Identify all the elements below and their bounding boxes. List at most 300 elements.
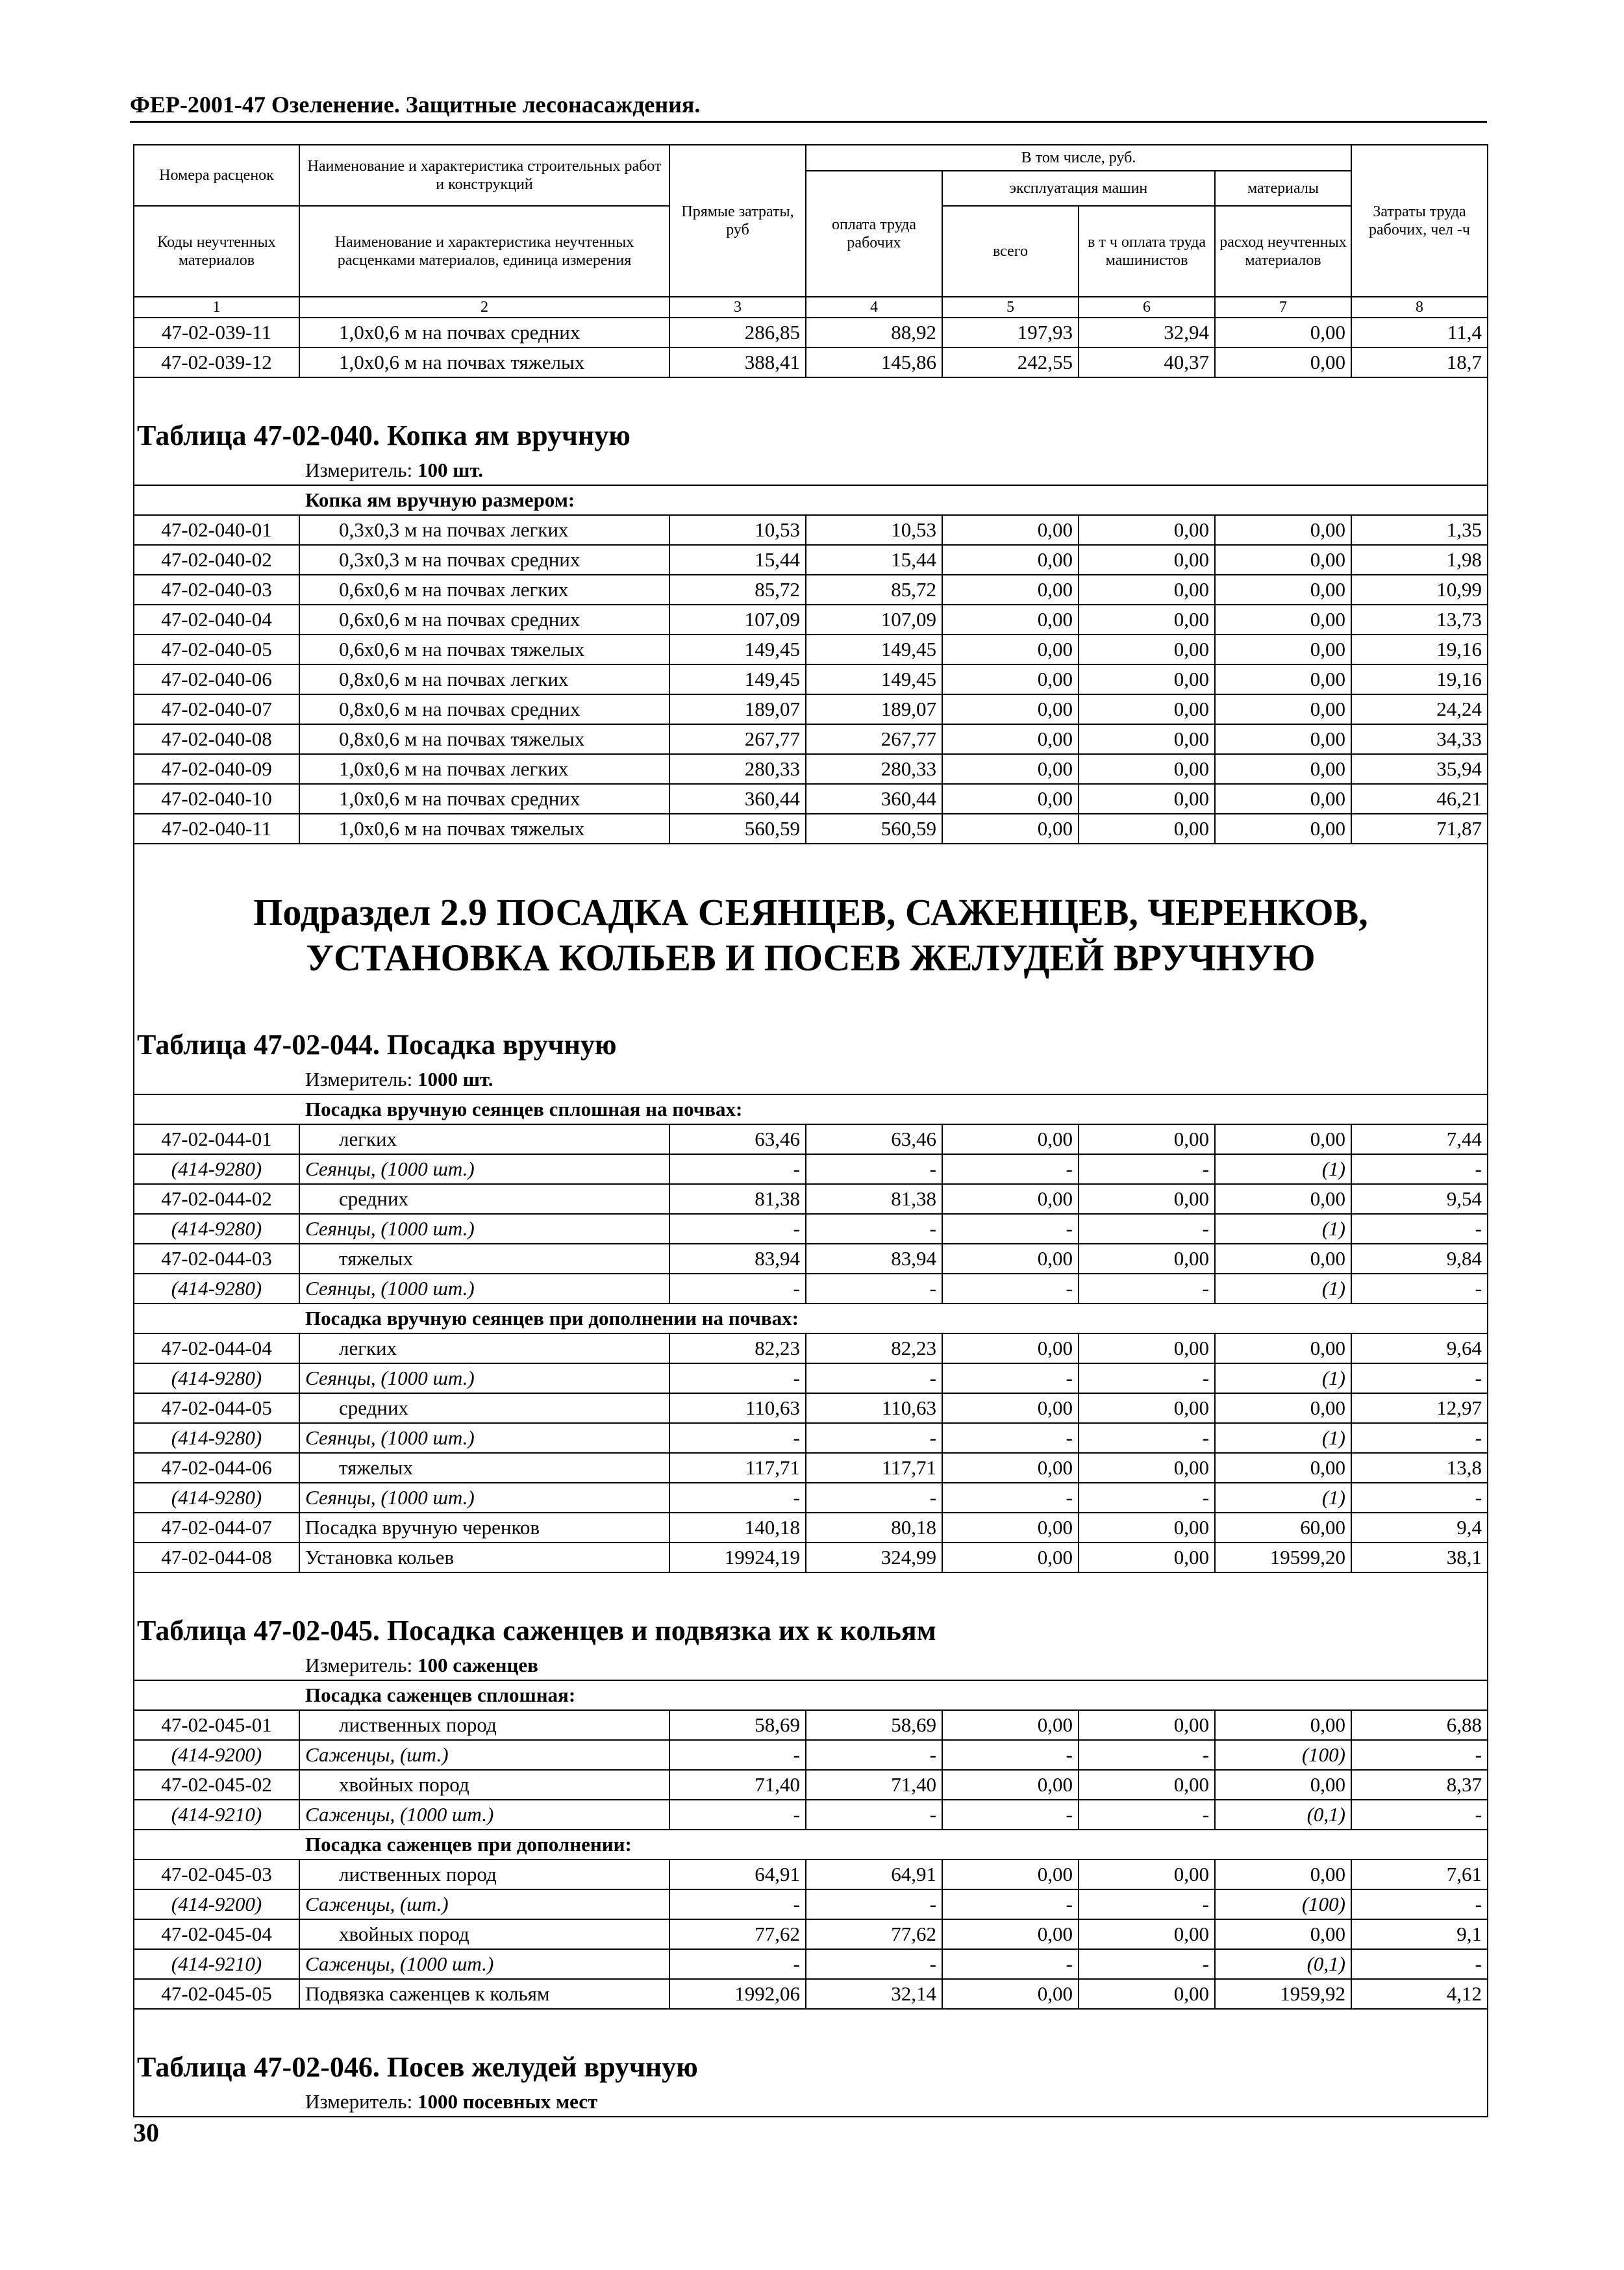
value-cell: - — [942, 1740, 1079, 1770]
page-number: 30 — [133, 2118, 159, 2147]
value-cell: 1992,06 — [669, 1979, 806, 2009]
rate-code: 47-02-045-05 — [134, 1979, 299, 2009]
col-machines-pay: в т ч оплата труда машинистов — [1079, 206, 1215, 297]
value-cell: - — [942, 1889, 1079, 1919]
rate-code: 47-02-040-06 — [134, 664, 299, 694]
section-title-line2: УСТАНОВКА КОЛЬЕВ И ПОСЕВ ЖЕЛУДЕЙ ВРУЧНУЮ — [306, 937, 1316, 979]
value-cell: 0,00 — [1215, 1184, 1351, 1214]
value-cell: 0,00 — [1215, 1393, 1351, 1423]
column-number: 6 — [1079, 297, 1215, 318]
value-cell: - — [1079, 1483, 1215, 1513]
value-cell: 145,86 — [806, 347, 942, 377]
measure-label: Измеритель: — [305, 2090, 418, 2113]
table-row — [134, 694, 1488, 724]
value-cell: 1,35 — [1351, 515, 1488, 545]
table-row — [134, 575, 1488, 605]
rate-code: 47-02-040-04 — [134, 605, 299, 635]
work-name: 1,0x0,6 м на почвах средних — [299, 784, 669, 814]
value-cell: 8,37 — [1351, 1770, 1488, 1800]
work-name: Подвязка саженцев к кольям — [299, 1979, 669, 2009]
value-cell: 388,41 — [669, 347, 806, 377]
work-name: 0,6x0,6 м на почвах тяжелых — [299, 635, 669, 664]
value-cell: - — [1351, 1423, 1488, 1453]
value-cell: 280,33 — [669, 754, 806, 784]
value-cell: 63,46 — [669, 1124, 806, 1154]
work-name: Установка кольев — [299, 1543, 669, 1572]
value-cell: 0,00 — [1079, 605, 1215, 635]
value-cell: 0,00 — [942, 1919, 1079, 1949]
value-cell: - — [1079, 1274, 1215, 1304]
value-cell: 11,4 — [1351, 318, 1488, 347]
value-cell: 0,00 — [1079, 1453, 1215, 1483]
material-code: (414-9210) — [134, 1949, 299, 1979]
subheading-row — [134, 1094, 1488, 1124]
column-number: 5 — [942, 297, 1079, 318]
value-cell: 107,09 — [669, 605, 806, 635]
work-name: 0,3x0,3 м на почвах средних — [299, 545, 669, 575]
col-direct: Прямые затраты, руб — [669, 145, 806, 297]
column-number: 8 — [1351, 297, 1488, 318]
table-title: Таблица 47-02-040. Копка ям вручную — [134, 377, 1488, 456]
work-name: лиственных пород — [299, 1860, 669, 1889]
material-row — [134, 1154, 1488, 1184]
material-row — [134, 1889, 1488, 1919]
value-cell: 117,71 — [669, 1453, 806, 1483]
material-name: Сеянцы, (1000 шт.) — [299, 1483, 669, 1513]
value-cell: - — [942, 1154, 1079, 1184]
subheading — [134, 1094, 1488, 1124]
rate-code: 47-02-045-04 — [134, 1919, 299, 1949]
value-cell: 0,00 — [942, 1124, 1079, 1154]
measure-row — [134, 1651, 1488, 1680]
value-cell: 0,00 — [942, 1710, 1079, 1740]
value-cell: - — [1079, 1363, 1215, 1393]
section-title-line1: Подраздел 2.9 ПОСАДКА СЕЯНЦЕВ, САЖЕНЦЕВ, ЧЕРЕНКОВ, — [253, 891, 1368, 933]
material-row — [134, 1949, 1488, 1979]
rate-code: 47-02-044-02 — [134, 1184, 299, 1214]
rate-code: 47-02-040-08 — [134, 724, 299, 754]
page-header: ФЕР-2001-47 Озеленение. Защитные лесонасаждения. — [130, 88, 1487, 123]
measure-row — [134, 456, 1488, 485]
value-cell: 0,00 — [1079, 575, 1215, 605]
work-name: 0,8x0,6 м на почвах средних — [299, 694, 669, 724]
rate-code: 47-02-044-07 — [134, 1513, 299, 1543]
value-cell: 71,40 — [806, 1770, 942, 1800]
value-cell: - — [942, 1800, 1079, 1830]
measure — [134, 1065, 1488, 1094]
subheading-text: Посадка саженцев сплошная: — [305, 1684, 576, 1706]
rate-code: 47-02-044-01 — [134, 1124, 299, 1154]
col-labor-hours: Затраты труда рабочих, чел -ч — [1351, 145, 1488, 297]
value-cell: - — [942, 1949, 1079, 1979]
value-cell: - — [1079, 1889, 1215, 1919]
value-cell: 140,18 — [669, 1513, 806, 1543]
work-name: тяжелых — [299, 1453, 669, 1483]
value-cell: 267,77 — [806, 724, 942, 754]
work-name: 1,0x0,6 м на почвах легких — [299, 754, 669, 784]
work-name: 1,0x0,6 м на почвах средних — [299, 318, 669, 347]
value-cell: 0,00 — [1079, 1393, 1215, 1423]
value-cell: (0,1) — [1215, 1800, 1351, 1830]
value-cell: 0,00 — [1215, 1244, 1351, 1274]
table-row — [134, 1124, 1488, 1154]
value-cell: 0,00 — [1079, 1770, 1215, 1800]
value-cell: 4,12 — [1351, 1979, 1488, 2009]
value-cell: 63,46 — [806, 1124, 942, 1154]
material-row — [134, 1214, 1488, 1244]
table-title-row — [134, 987, 1488, 1065]
value-cell: - — [1351, 1740, 1488, 1770]
subheading-text: Посадка саженцев при дополнении: — [305, 1833, 632, 1856]
value-cell: - — [942, 1483, 1079, 1513]
value-cell: 280,33 — [806, 754, 942, 784]
value-cell: - — [1351, 1800, 1488, 1830]
material-row — [134, 1483, 1488, 1513]
value-cell: 0,00 — [1215, 318, 1351, 347]
value-cell: 0,00 — [1215, 1453, 1351, 1483]
value-cell: 0,00 — [942, 605, 1079, 635]
work-name: 0,8x0,6 м на почвах тяжелых — [299, 724, 669, 754]
table-row — [134, 515, 1488, 545]
material-row — [134, 1800, 1488, 1830]
value-cell: 0,00 — [942, 724, 1079, 754]
value-cell: 1,98 — [1351, 545, 1488, 575]
value-cell: 0,00 — [942, 1770, 1079, 1800]
value-cell: 77,62 — [806, 1919, 942, 1949]
table-row — [134, 1513, 1488, 1543]
table-row — [134, 664, 1488, 694]
value-cell: 24,24 — [1351, 694, 1488, 724]
value-cell: 32,94 — [1079, 318, 1215, 347]
measure — [134, 2087, 1488, 2117]
value-cell: 0,00 — [1079, 635, 1215, 664]
value-cell: 80,18 — [806, 1513, 942, 1543]
value-cell: 0,00 — [942, 1513, 1079, 1543]
value-cell: 38,1 — [1351, 1543, 1488, 1572]
rate-code: 47-02-040-01 — [134, 515, 299, 545]
table-row — [134, 605, 1488, 635]
table-row — [134, 635, 1488, 664]
rate-code: 47-02-044-06 — [134, 1453, 299, 1483]
subheading — [134, 1680, 1488, 1710]
value-cell: 0,00 — [1215, 1710, 1351, 1740]
value-cell: 0,00 — [1215, 664, 1351, 694]
material-name: Сеянцы, (1000 шт.) — [299, 1363, 669, 1393]
material-name: Сеянцы, (1000 шт.) — [299, 1274, 669, 1304]
value-cell: 7,61 — [1351, 1860, 1488, 1889]
work-name: легких — [299, 1333, 669, 1363]
material-name: Саженцы, (1000 шт.) — [299, 1949, 669, 1979]
table-row — [134, 318, 1488, 347]
table-row — [134, 1770, 1488, 1800]
value-cell: 0,00 — [942, 1979, 1079, 2009]
value-cell: 360,44 — [669, 784, 806, 814]
value-cell: - — [1351, 1363, 1488, 1393]
work-name: 0,6x0,6 м на почвах средних — [299, 605, 669, 635]
value-cell: - — [806, 1154, 942, 1184]
value-cell: 0,00 — [942, 1244, 1079, 1274]
value-cell: 149,45 — [669, 664, 806, 694]
table-row — [134, 347, 1488, 377]
value-cell: 107,09 — [806, 605, 942, 635]
measure-unit: 100 шт. — [417, 459, 484, 481]
table-row — [134, 1979, 1488, 2009]
material-code: (414-9200) — [134, 1889, 299, 1919]
rate-code: 47-02-045-02 — [134, 1770, 299, 1800]
value-cell: 0,00 — [1079, 784, 1215, 814]
value-cell: 560,59 — [806, 814, 942, 844]
value-cell: - — [669, 1889, 806, 1919]
value-cell: - — [806, 1949, 942, 1979]
table-title-row — [134, 2009, 1488, 2087]
measure — [134, 456, 1488, 485]
value-cell: 0,00 — [942, 754, 1079, 784]
value-cell: 0,00 — [1079, 1124, 1215, 1154]
table-title: Таблица 47-02-045. Посадка саженцев и подвязка их к кольям — [134, 1572, 1488, 1651]
value-cell: 19,16 — [1351, 664, 1488, 694]
material-code: (414-9210) — [134, 1800, 299, 1830]
value-cell: 13,8 — [1351, 1453, 1488, 1483]
col-name-bottom: Наименование и характеристика неучтенных расценками материалов, единица измерения — [299, 206, 669, 297]
value-cell: 0,00 — [1215, 1770, 1351, 1800]
value-cell: 81,38 — [669, 1184, 806, 1214]
rate-code: 47-02-040-10 — [134, 784, 299, 814]
value-cell: 83,94 — [669, 1244, 806, 1274]
material-name: Сеянцы, (1000 шт.) — [299, 1154, 669, 1184]
value-cell: 58,69 — [669, 1710, 806, 1740]
value-cell: 0,00 — [1079, 1244, 1215, 1274]
measure — [134, 1651, 1488, 1680]
material-code: (414-9280) — [134, 1423, 299, 1453]
work-name: 0,3x0,3 м на почвах легких — [299, 515, 669, 545]
subheading — [134, 1304, 1488, 1333]
value-cell: 1959,92 — [1215, 1979, 1351, 2009]
value-cell: 35,94 — [1351, 754, 1488, 784]
value-cell: 197,93 — [942, 318, 1079, 347]
rate-code: 47-02-045-03 — [134, 1860, 299, 1889]
value-cell: 0,00 — [1079, 664, 1215, 694]
header-row — [134, 145, 1488, 171]
value-cell: 19599,20 — [1215, 1543, 1351, 1572]
value-cell: 81,38 — [806, 1184, 942, 1214]
table-row — [134, 1860, 1488, 1889]
value-cell: 110,63 — [669, 1393, 806, 1423]
rate-code: 47-02-039-12 — [134, 347, 299, 377]
material-name: Саженцы, (1000 шт.) — [299, 1800, 669, 1830]
rate-code: 47-02-039-11 — [134, 318, 299, 347]
value-cell: 13,73 — [1351, 605, 1488, 635]
value-cell: 60,00 — [1215, 1513, 1351, 1543]
value-cell: 10,53 — [669, 515, 806, 545]
value-cell: (1) — [1215, 1483, 1351, 1513]
value-cell: 0,00 — [1079, 545, 1215, 575]
table-row — [134, 1244, 1488, 1274]
value-cell: 0,00 — [942, 1393, 1079, 1423]
value-cell: 12,97 — [1351, 1393, 1488, 1423]
material-row — [134, 1363, 1488, 1393]
value-cell: 0,00 — [1215, 814, 1351, 844]
table-title: Таблица 47-02-044. Посадка вручную — [134, 987, 1488, 1065]
col-code-bottom: Коды неучтенных материалов — [134, 206, 299, 297]
material-name: Саженцы, (шт.) — [299, 1889, 669, 1919]
col-code-top: Номера расценок — [134, 145, 299, 206]
value-cell: - — [1351, 1214, 1488, 1244]
value-cell: 0,00 — [942, 814, 1079, 844]
table-row — [134, 1333, 1488, 1363]
value-cell: 149,45 — [806, 635, 942, 664]
value-cell: - — [806, 1423, 942, 1453]
table-row — [134, 545, 1488, 575]
value-cell: 267,77 — [669, 724, 806, 754]
value-cell: - — [806, 1483, 942, 1513]
value-cell: 0,00 — [1215, 515, 1351, 545]
value-cell: 0,00 — [1215, 545, 1351, 575]
work-name: легких — [299, 1124, 669, 1154]
material-code: (414-9280) — [134, 1274, 299, 1304]
value-cell: - — [942, 1274, 1079, 1304]
col-materials: материалы — [1215, 171, 1351, 206]
value-cell: 71,87 — [1351, 814, 1488, 844]
value-cell: 10,99 — [1351, 575, 1488, 605]
column-number: 2 — [299, 297, 669, 318]
value-cell: (1) — [1215, 1214, 1351, 1244]
subheading-row — [134, 1830, 1488, 1860]
value-cell: 242,55 — [942, 347, 1079, 377]
measure-unit: 1000 шт. — [417, 1068, 493, 1091]
value-cell: 0,00 — [1079, 1333, 1215, 1363]
value-cell: - — [669, 1740, 806, 1770]
value-cell: 0,00 — [1215, 694, 1351, 724]
value-cell: 0,00 — [1215, 784, 1351, 814]
value-cell: 0,00 — [1079, 1543, 1215, 1572]
value-cell: - — [669, 1483, 806, 1513]
value-cell: 6,88 — [1351, 1710, 1488, 1740]
subheading-text: Посадка вручную сеянцев при дополнении на почвах: — [305, 1307, 799, 1330]
subheading-row — [134, 485, 1488, 515]
col-labor-pay: оплата труда рабочих — [806, 171, 942, 297]
value-cell: 40,37 — [1079, 347, 1215, 377]
subheading-text: Посадка вручную сеянцев сплошная на почвах: — [305, 1098, 743, 1120]
value-cell: (100) — [1215, 1740, 1351, 1770]
value-cell: 58,69 — [806, 1710, 942, 1740]
table-title-row — [134, 377, 1488, 456]
value-cell: 0,00 — [1079, 1710, 1215, 1740]
subheading-text: Копка ям вручную размером: — [305, 488, 575, 511]
value-cell: (1) — [1215, 1423, 1351, 1453]
value-cell: 0,00 — [1079, 694, 1215, 724]
measure-row — [134, 1065, 1488, 1094]
work-name: 1,0x0,6 м на почвах тяжелых — [299, 814, 669, 844]
value-cell: - — [1351, 1889, 1488, 1919]
value-cell: 149,45 — [669, 635, 806, 664]
table-row — [134, 1453, 1488, 1483]
value-cell: - — [1079, 1214, 1215, 1244]
material-row — [134, 1274, 1488, 1304]
value-cell: 110,63 — [806, 1393, 942, 1423]
material-row — [134, 1740, 1488, 1770]
value-cell: - — [806, 1800, 942, 1830]
work-name: 0,6x0,6 м на почвах легких — [299, 575, 669, 605]
value-cell: - — [669, 1363, 806, 1393]
value-cell: 9,64 — [1351, 1333, 1488, 1363]
value-cell: 286,85 — [669, 318, 806, 347]
value-cell: 15,44 — [806, 545, 942, 575]
column-number: 3 — [669, 297, 806, 318]
table-row — [134, 724, 1488, 754]
value-cell: 324,99 — [806, 1543, 942, 1572]
table-row — [134, 784, 1488, 814]
table-row — [134, 814, 1488, 844]
table-row — [134, 1543, 1488, 1572]
value-cell: 0,00 — [942, 575, 1079, 605]
value-cell: 0,00 — [1079, 1184, 1215, 1214]
col-machines-total: всего — [942, 206, 1079, 297]
value-cell: 0,00 — [942, 1860, 1079, 1889]
value-cell: - — [806, 1889, 942, 1919]
value-cell: - — [669, 1154, 806, 1184]
work-name: 1,0x0,6 м на почвах тяжелых — [299, 347, 669, 377]
work-name: хвойных пород — [299, 1770, 669, 1800]
value-cell: - — [1351, 1274, 1488, 1304]
price-table — [133, 144, 1488, 2117]
value-cell: 19924,19 — [669, 1543, 806, 1572]
value-cell: 0,00 — [1215, 724, 1351, 754]
value-cell: 71,40 — [669, 1770, 806, 1800]
value-cell: 85,72 — [669, 575, 806, 605]
value-cell: (1) — [1215, 1274, 1351, 1304]
subheading-row — [134, 1304, 1488, 1333]
value-cell: 0,00 — [942, 1333, 1079, 1363]
value-cell: 0,00 — [942, 784, 1079, 814]
value-cell: - — [1079, 1740, 1215, 1770]
value-cell: 9,4 — [1351, 1513, 1488, 1543]
rate-code: 47-02-040-02 — [134, 545, 299, 575]
table-row — [134, 1184, 1488, 1214]
value-cell: (1) — [1215, 1363, 1351, 1393]
table-row — [134, 1710, 1488, 1740]
value-cell: 189,07 — [669, 694, 806, 724]
value-cell: 64,91 — [669, 1860, 806, 1889]
value-cell: (0,1) — [1215, 1949, 1351, 1979]
value-cell: 9,1 — [1351, 1919, 1488, 1949]
value-cell: 10,53 — [806, 515, 942, 545]
subheading-row — [134, 1680, 1488, 1710]
col-name-top: Наименование и характеристика строительных работ и конструкций — [299, 145, 669, 206]
material-name: Сеянцы, (1000 шт.) — [299, 1214, 669, 1244]
value-cell: 0,00 — [1079, 1860, 1215, 1889]
value-cell: - — [806, 1274, 942, 1304]
value-cell: 0,00 — [1215, 605, 1351, 635]
material-code: (414-9200) — [134, 1740, 299, 1770]
value-cell: 0,00 — [1215, 754, 1351, 784]
rate-code: 47-02-040-05 — [134, 635, 299, 664]
value-cell: - — [942, 1214, 1079, 1244]
value-cell: - — [1079, 1800, 1215, 1830]
value-cell: 64,91 — [806, 1860, 942, 1889]
work-name: лиственных пород — [299, 1710, 669, 1740]
work-name: хвойных пород — [299, 1919, 669, 1949]
value-cell: - — [942, 1363, 1079, 1393]
value-cell: (1) — [1215, 1154, 1351, 1184]
rate-code: 47-02-040-03 — [134, 575, 299, 605]
value-cell: 0,00 — [942, 1543, 1079, 1572]
value-cell: - — [1351, 1154, 1488, 1184]
value-cell: 149,45 — [806, 664, 942, 694]
measure-unit: 1000 посевных мест — [417, 2090, 598, 2113]
value-cell: 7,44 — [1351, 1124, 1488, 1154]
subheading — [134, 485, 1488, 515]
value-cell: 0,00 — [1215, 1333, 1351, 1363]
